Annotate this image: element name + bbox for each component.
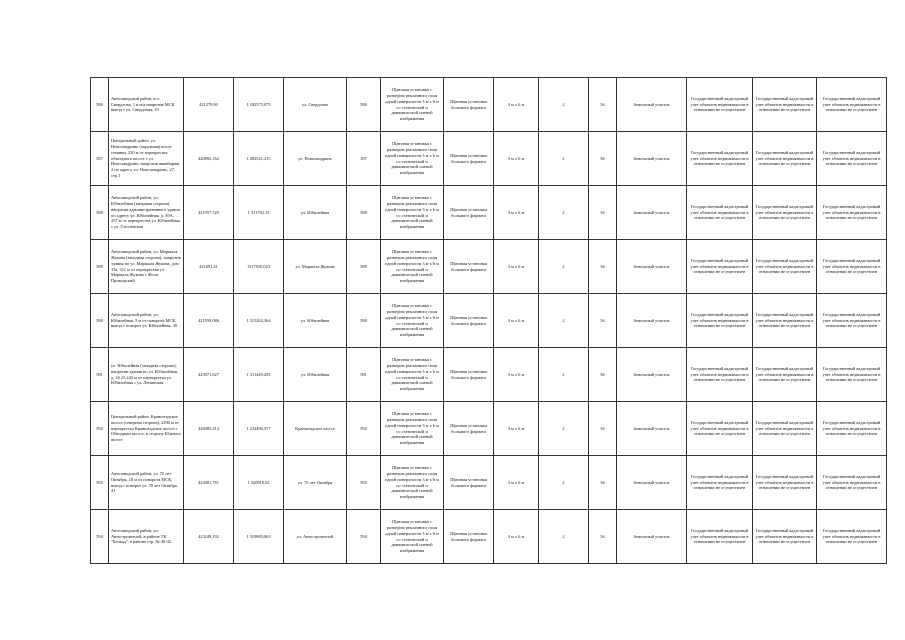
row-number: 586 [91,78,109,132]
structure-type: Щитовая установка с размером рекламного поля одной поверхности 3 м х 6 м со статической и динамической сменой изображения [381,186,444,240]
sides-count: 2 [539,78,589,132]
street-cell: ул. Новоландрино [284,132,347,186]
coordinate-x: 420892,162 [184,132,234,186]
address-cell: Центральный район, ул. Новоландрино (окружная) возле стоянки, 230 м от перекрестка объездного шоссе с ул. Новоландрино, напротив авиабиржи 2 по адресу ул. Новоландрино, 27, стр.1 [109,132,184,186]
ownership-status-1: Государственный кадастровый учет объектов недвижимости в отношении не осуществлен [687,348,753,402]
sides-count: 2 [539,348,589,402]
location-number: 586 [347,78,381,132]
field-size: 3 м х 6 м [494,510,539,564]
location-number: 592 [347,402,381,456]
coordinate-x: 426085,414 [184,402,234,456]
location-number: 187 [347,132,381,186]
coordinate-x: 421957,520 [184,186,234,240]
ownership-status-2: Государственный кадастровый учет объектов недвижимости в отношении не осуществлен [753,132,817,186]
land-type: Земельный участок [617,510,687,564]
area-cell: 36 [589,132,617,186]
coordinate-x: 423081,781 [184,456,234,510]
coordinate-y: 1 319883,063 [234,510,284,564]
row-number: 589 [91,240,109,294]
ownership-status-1: Государственный кадастровый учет объектов недвижимости в отношении не осуществлен [687,132,753,186]
field-size: 3 м х 6 м [494,294,539,348]
land-type: Земельный участок [617,132,687,186]
table-row [91,240,887,294]
table-row [91,348,887,402]
area-cell: 36 [589,456,617,510]
ownership-status-1: Государственный кадастровый учет объектов недвижимости в отношении не осуществлен [687,456,753,510]
structure-type: Щитовая установка с размером рекламного поля одной поверхности 3 м х 6 м со статической и динамической сменой изображения [381,240,444,294]
address-cell: Автозаводский район, ул. Автостроителей, в районе ТК "Блокад", в районе стр. № 40-42 [109,510,184,564]
ownership-status-3: Государственный кадастровый учет объектов недвижимости в отношении не осуществлен [817,402,887,456]
table-row [91,78,887,132]
sides-count: 2 [539,294,589,348]
street-cell: ул. Юбилейная [284,186,347,240]
coordinate-y: 1 232496,557 [234,402,284,456]
structure-type: Щитовая установка с размером рекламного поля одной поверхности 3 м х 6 м со статической и динамической сменой изображения [381,348,444,402]
structure-kind: Щитовая установка большого формата [444,456,494,510]
ownership-status-2: Государственный кадастровый учет объектов недвижимости в отношении не осуществлен [753,510,817,564]
ownership-status-2: Государственный кадастровый учет объектов недвижимости в отношении не осуществлен [753,186,817,240]
street-cell: ул. Маршала Жукова [284,240,347,294]
ownership-status-3: Государственный кадастровый учет объектов недвижимости в отношении не осуществлен [817,240,887,294]
coordinate-x: 421959,086 [184,294,234,348]
address-cell: Автозаводский район, в.л. Свердлова, 1 в м/а напротив МСК выезд с ул. Свердлова, 10 [109,78,184,132]
table-row [91,510,887,564]
row-number: 592 [91,402,109,456]
coordinate-x: 423971,627 [184,348,234,402]
structure-kind: Щитовая установка большого формата [444,132,494,186]
row-number: 591 [91,348,109,402]
coordinate-x: 421279,90 [184,78,234,132]
coordinate-x: 421691,41 [184,240,234,294]
area-cell: 36 [589,510,617,564]
street-cell: ул. Автостроителей [284,510,347,564]
sides-count: 2 [539,132,589,186]
ownership-status-2: Государственный кадастровый учет объектов недвижимости в отношении не осуществлен [753,402,817,456]
sides-count: 2 [539,186,589,240]
ownership-status-2: Государственный кадастровый учет объектов недвижимости в отношении не осуществлен [753,348,817,402]
street-cell: ул. Свердлова [284,78,347,132]
table-row [91,132,887,186]
location-number: 593 [347,456,381,510]
table-row [91,186,887,240]
street-cell: Кранштадское шоссе [284,402,347,456]
address-cell: Автозаводский район, ул. Маршала Жукова (западная сторона), напротив здания по ул. Маршала Жукова, дом 15а, 311 м от перекрестка ул. Маршала Жукова с Фоли Приморский [109,240,184,294]
sides-count: 2 [539,402,589,456]
land-type: Земельный участок [617,348,687,402]
location-number: 589 [347,240,381,294]
area-cell: 36 [589,78,617,132]
coordinate-y: 1 320918,02 [234,456,284,510]
land-type: Земельный участок [617,240,687,294]
ownership-status-1: Государственный кадастровый учет объектов недвижимости в отношении не осуществлен [687,402,753,456]
coordinate-x: 423249,192 [184,510,234,564]
field-size: 3 м х 6 м [494,78,539,132]
ownership-status-1: Государственный кадастровый учет объектов недвижимости в отношении не осуществлен [687,78,753,132]
coordinate-y: 1 315262,364 [234,294,284,348]
structure-type: Щитовая установка с размером рекламного поля одной поверхности 3 м х 6 м со статической и динамической сменой изображения [381,294,444,348]
area-cell: 36 [589,186,617,240]
area-cell: 36 [589,402,617,456]
land-type: Земельный участок [617,78,687,132]
table-row [91,456,887,510]
field-size: 3 м х 6 м [494,348,539,402]
address-cell: ул. Юбилейная (западная сторона), напротив здания по ул. Юбилейная, д. 26 25,443 м от перекрестка ул. Юбилейная с ул. Ленинская [109,348,184,402]
structure-kind: Щитовая установка большого формата [444,78,494,132]
sides-count: 2 [539,456,589,510]
structure-type: Щитовая установка с размером рекламного поля одной поверхности 3 м х 6 м со статической и динамической сменой изображения [381,510,444,564]
ownership-status-1: Государственный кадастровый учет объектов недвижимости в отношении не осуществлен [687,240,753,294]
ownership-status-3: Государственный кадастровый учет объектов недвижимости в отношении не осуществлен [817,510,887,564]
field-size: 3 м х 6 м [494,132,539,186]
ownership-status-3: Государственный кадастровый учет объектов недвижимости в отношении не осуществлен [817,456,887,510]
coordinate-y: 1317920,023 [234,240,284,294]
address-cell: Автозаводский район, ул. Юбилейная (западная сторона), напротив административного здания по адресу ул. Юбилейная, д. 39А, 257 м от перекрестка ул. Юбилейная с ул. Гоголевская [109,186,184,240]
location-number: 591 [347,348,381,402]
street-cell: ул. Юбилейная [284,294,347,348]
ownership-status-2: Государственный кадастровый учет объектов недвижимости в отношении не осуществлен [753,240,817,294]
street-cell: ул. 70 лет Октября [284,456,347,510]
structure-type: Щитовая установка с размером рекламного поля одной поверхности 3 м х 6 м со статической и динамической сменой изображения [381,132,444,186]
land-type: Земельный участок [617,294,687,348]
area-cell: 36 [589,294,617,348]
land-type: Земельный участок [617,456,687,510]
structure-kind: Щитовая установка большого формата [444,402,494,456]
structure-type: Щитовая установка с размером рекламного поля одной поверхности 3 м х 6 м со статической и динамической сменой изображения [381,78,444,132]
address-cell: Автозаводский район, ул. Юбилейная, 5 м от поворота МСК, выезд с поворот ул. Юбилейная, 49 [109,294,184,348]
row-number: 587 [91,132,109,186]
ownership-status-1: Государственный кадастровый учет объектов недвижимости в отношении не осуществлен [687,294,753,348]
coordinate-y: 1 182575,075 [234,78,284,132]
ownership-status-1: Государственный кадастровый учет объектов недвижимости в отношении не осуществлен [687,510,753,564]
row-number: 593 [91,456,109,510]
coordinate-y: 1 311449,455 [234,348,284,402]
ownership-status-2: Государственный кадастровый учет объектов недвижимости в отношении не осуществлен [753,294,817,348]
table-row [91,402,887,456]
row-number: 588 [91,186,109,240]
street-cell: ул. Юбилейная [284,348,347,402]
field-size: 3 м х 6 м [494,186,539,240]
address-cell: Автозаводский район, ул. 70 лет Октября, 18 м от поворота МСК, выезд с поворот ул. 70 лет Октября, 41 [109,456,184,510]
structure-kind: Щитовая установка большого формата [444,510,494,564]
sides-count: 2 [539,240,589,294]
row-number: 590 [91,294,109,348]
ownership-status-2: Государственный кадастровый учет объектов недвижимости в отношении не осуществлен [753,456,817,510]
ownership-status-2: Государственный кадастровый учет объектов недвижимости в отношении не осуществлен [753,78,817,132]
structure-kind: Щитовая установка большого формата [444,294,494,348]
placement-registry-table [90,77,887,564]
location-number: 590 [347,294,381,348]
table-row [91,294,887,348]
ownership-status-3: Государственный кадастровый учет объектов недвижимости в отношении не осуществлен [817,186,887,240]
field-size: 3 м х 6 м [494,402,539,456]
location-number: 594 [347,510,381,564]
coordinate-y: 1 282521,215 [234,132,284,186]
address-cell: Центральный район, Кранштадское шоссе (северная сторона), 2290 м от перекрестка Кранштадское шоссе с Обводным шоссе, в сторону Южного шоссе [109,402,184,456]
land-type: Земельный участок [617,402,687,456]
ownership-status-3: Государственный кадастровый учет объектов недвижимости в отношении не осуществлен [817,294,887,348]
ownership-status-3: Государственный кадастровый учет объектов недвижимости в отношении не осуществлен [817,132,887,186]
sides-count: 2 [539,510,589,564]
field-size: 3 м х 6 м [494,240,539,294]
structure-type: Щитовая установка с размером рекламного поля одной поверхности 3 м х 6 м со статической и динамической сменой изображения [381,402,444,456]
area-cell: 36 [589,348,617,402]
structure-kind: Щитовая установка большого формата [444,240,494,294]
coordinate-y: 1 311782,13 [234,186,284,240]
row-number: 594 [91,510,109,564]
area-cell: 36 [589,240,617,294]
structure-kind: Щитовая установка большого формата [444,186,494,240]
ownership-status-3: Государственный кадастровый учет объектов недвижимости в отношении не осуществлен [817,348,887,402]
ownership-status-3: Государственный кадастровый учет объектов недвижимости в отношении не осуществлен [817,78,887,132]
structure-kind: Щитовая установка большого формата [444,348,494,402]
field-size: 3 м х 6 м [494,456,539,510]
land-type: Земельный участок [617,186,687,240]
location-number: 588 [347,186,381,240]
ownership-status-1: Государственный кадастровый учет объектов недвижимости в отношении не осуществлен [687,186,753,240]
structure-type: Щитовая установка с размером рекламного поля одной поверхности 3 м х 6 м со статической и динамической сменой изображения [381,456,444,510]
